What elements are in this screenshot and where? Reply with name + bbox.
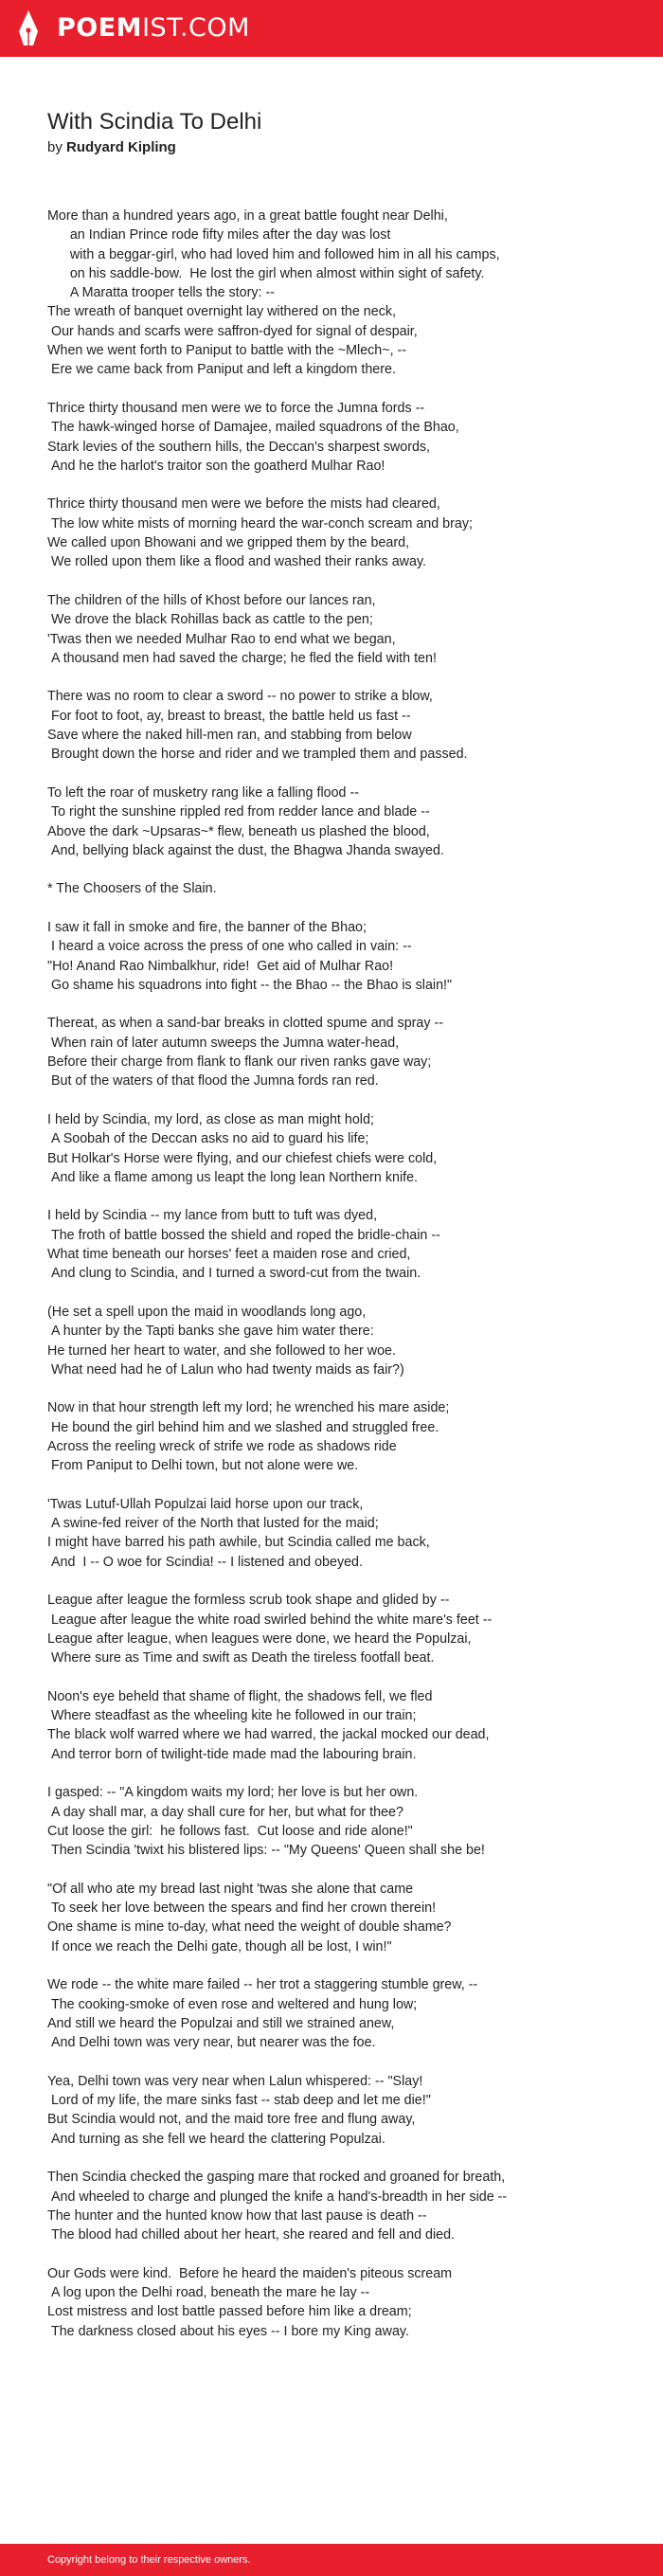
poem-line: 'Twas then we needed Mulhar Rao to end what we began,: [47, 631, 396, 647]
poem-line: And wheeled to charge and plunged the knife a hand's-breadth in her side --: [47, 2189, 508, 2205]
poem-line: And terror born of twilight-tide made mad the labouring brain.: [47, 1746, 417, 1762]
poem-line: But of the waters of that flood the Jumna fords ran red.: [47, 1073, 379, 1090]
poem-line: League after league the formless scrub took shape and glided by --: [47, 1593, 450, 1609]
poem-line: The froth of battle bossed the shield and roped the bridle-chain --: [47, 1227, 440, 1243]
poem-line: There was no room to clear a sword -- no power to strike a blow,: [47, 689, 433, 705]
poem-line: And I -- O woe for Scindia! -- I listened and obeyed.: [47, 1554, 363, 1570]
poem-line: an Indian Prince rode fifty miles after the day was lost: [47, 227, 391, 243]
poem-line: A hunter by the Tapti banks she gave him water there:: [47, 1324, 374, 1340]
poem-line: League after league, when leagues were done, we heard the Populzai,: [47, 1630, 472, 1647]
poem-line: I might have barred his path awhile, but Scindia called me back,: [47, 1535, 430, 1551]
poem-line: I held by Scindia -- my lance from butt to tuft was dyed,: [47, 1208, 378, 1224]
poem-line: A swine-fed reiver of the North that lusted for the maid;: [47, 1516, 379, 1532]
poem-line: The hunter and the hunted know how that last pause is death --: [47, 2207, 427, 2224]
stanza-break: [47, 1956, 635, 1975]
stanza-break: [47, 380, 635, 399]
poem-line: A thousand men had saved the charge; he fled the field with ten!: [47, 650, 437, 666]
poem-line: We rolled upon them like a flood and washed their ranks away.: [47, 554, 427, 570]
logo-bold-text: POEM: [57, 13, 143, 43]
poem-line: I held by Scindia, my lord, as close as man might hold;: [47, 1111, 374, 1127]
poem-line: To right the sunshine rippled red from redder lance and blade --: [47, 804, 430, 820]
poem-line: But Scindia would not, and the maid tore free and flung away,: [47, 2112, 416, 2128]
poem-line: And clung to Scindia, and I turned a sword-cut from the twain.: [47, 1266, 421, 1282]
stanza-break: [47, 476, 635, 495]
poem-line: I gasped: -- "A kingdom waits my lord; her love is but her own.: [47, 1785, 419, 1801]
poem-line: A log upon the Delhi road, beneath the mare he lay --: [47, 2285, 370, 2301]
poem-line: What time beneath our horses' feet a maiden rose and cried,: [47, 1247, 411, 1263]
poem-line: Before their charge from flank to flank our riven ranks gave way;: [47, 1054, 432, 1071]
poem-line: And still we heard the Populzai and still we strained anew,: [47, 2015, 395, 2031]
poem-line: (He set a spell upon the maid in woodlands long ago,: [47, 1304, 367, 1320]
poem-line: "Ho! Anand Rao Nimbalkhur, ride! Get aid of Mulhar Rao!: [47, 958, 394, 974]
poem-line: A Maratta trooper tells the story: --: [47, 285, 275, 301]
poem-line: Cut loose the girl: he follows fast. Cut loose and ride alone!": [47, 1823, 413, 1839]
poem-line: Then Scindia 'twixt his blistered lips: -- "My Queens' Queen shall she be!: [47, 1843, 485, 1859]
poem-line: But Holkar's Horse were flying, and our chiefest chiefs were cold,: [47, 1150, 438, 1166]
poem-line: Lost mistress and lost battle passed before him like a dream;: [47, 2304, 412, 2320]
poem-line: Lord of my life, the mare sinks fast -- stab deep and let me die!": [47, 2093, 431, 2109]
poem-line: To left the roar of musketry rang like a falling flood --: [47, 784, 359, 801]
poem-title: With Scindia To Delhi: [47, 109, 262, 135]
poem-line: A Soobah of the Deccan asks no aid to guard his life;: [47, 1131, 369, 1147]
poem-line: The blood had chilled about her heart, she reared and fell and died.: [47, 2227, 456, 2243]
poem-line: 'Twas Lutuf-Ullah Populzai laid horse upon our track,: [47, 1496, 364, 1512]
poem-line: I heard a voice across the press of one who called in vain: --: [47, 939, 412, 955]
poem-line: He bound the girl behind him and we slashed and struggled free.: [47, 1419, 439, 1435]
poem-line: League after league the white road swirled behind the white mare's feet --: [47, 1612, 493, 1628]
poem-line: And Delhi town was very near, but nearer was the foe.: [47, 2035, 376, 2051]
poem-line: The hawk-winged horse of Damajee, mailed squadrons of the Bhao,: [47, 420, 459, 436]
stanza-break: [47, 1379, 635, 1398]
poem-line: And, bellying black against the dust, the Bhagwa Jhanda swayed.: [47, 842, 444, 858]
site-footer: [0, 2544, 663, 2576]
poem-line: And like a flame among us leapt the long lean Northern knife.: [47, 1169, 419, 1185]
stanza-break: [47, 2053, 635, 2072]
poem-line: with a beggar-girl, who had loved him and followed him in all his camps,: [47, 246, 500, 262]
poem-line: Ere we came back from Paniput and left a kingdom there.: [47, 362, 396, 378]
poem-line: He turned her heart to water, and she followed to her woe.: [47, 1342, 396, 1359]
poem-line: We called upon Bhowani and we gripped them by the beard,: [47, 535, 410, 551]
poem-line: And turning as she fell we heard the clattering Populzai.: [47, 2131, 385, 2147]
stanza-break: [47, 1284, 635, 1303]
poem-line: Now in that hour strength left my lord; he wrenched his mare aside;: [47, 1400, 450, 1416]
stanza-break: [47, 668, 635, 687]
poem-line: We drove the black Rohillas back as cattle to the pen;: [47, 612, 373, 628]
stanza-break: [47, 1572, 635, 1591]
poem-line: I saw it fall in smoke and fire, the banner of the Bhao;: [47, 919, 367, 935]
poem-line: Thrice thirty thousand men were we before the mists had cleared,: [47, 496, 440, 513]
poem-line: To seek her love between the spears and find her crown therein!: [47, 1900, 437, 1917]
poem-line: Thereat, as when a sand-bar breaks in clotted spume and spray --: [47, 1016, 444, 1032]
poem-line: Stark levies of the southern hills, the Deccan's sharpest swords,: [47, 439, 431, 455]
by-label: by: [47, 139, 63, 155]
site-header: [0, 0, 663, 57]
poem-line: A day shall mar, a day shall cure for her, but what for thee?: [47, 1804, 403, 1820]
byline: [47, 138, 176, 157]
poem-line: Thrice thirty thousand men were we to force the Jumna fords --: [47, 400, 425, 416]
poem-line: The children of the hills of Khost before our lances ran,: [47, 592, 376, 608]
poem-line: One shame is mine to-day, what need the weight of double shame?: [47, 1919, 452, 1936]
poem-line: When rain of later autumn sweeps the Jumna water-head,: [47, 1035, 400, 1051]
fountain-pen-nib-icon[interactable]: [17, 9, 40, 47]
stanza-break: [47, 572, 635, 591]
poem-line: The low white mists of morning heard the war-conch scream and bray;: [47, 515, 473, 531]
poem-line: * The Choosers of the Slain.: [47, 881, 217, 897]
poem-line: Save where the naked hill-men ran, and stabbing from below: [47, 728, 412, 744]
poem-line: Our hands and scarfs were saffron-dyed for signal of despair,: [47, 323, 418, 339]
poem-line: The cooking-smoke of even rose and weltered and hung low;: [47, 1996, 418, 2012]
stanza-break: [47, 765, 635, 784]
poem-line: Where steadfast as the wheeling kite he followed in our train;: [47, 1708, 417, 1724]
stanza-break: [47, 995, 635, 1014]
poem-line: We rode -- the white mare failed -- her trot a staggering stumble grew, --: [47, 1977, 478, 1993]
poem-line: Across the reeling wreck of strife we rode as shadows ride: [47, 1439, 397, 1454]
site-logo[interactable]: [57, 13, 250, 44]
poem-line: Yea, Delhi town was very near when Lalun whispered: -- "Slay!: [47, 2073, 423, 2089]
poem-line: Brought down the horse and rider and we trampled them and passed.: [47, 747, 468, 763]
poem-line: The black wolf warred where we had warred, the jackal mocked our dead,: [47, 1727, 490, 1743]
stanza-break: [47, 1091, 635, 1110]
poem-line: For foot to foot, ay, breast to breast, the battle held us fast --: [47, 708, 411, 724]
stanza-break: [47, 2244, 635, 2263]
stanza-break: [47, 1668, 635, 1687]
logo-light-text: IST.COM: [142, 13, 250, 43]
stanza-break: [47, 899, 635, 918]
poem-line: If once we reach the Delhi gate, though all be lost, I win!": [47, 1938, 392, 1955]
stanza-break: [47, 1764, 635, 1783]
poem-line: What need had he of Lalun who had twenty maids as fair?): [47, 1361, 404, 1378]
copyright-text: Copyright belong to their respective owners.: [47, 2554, 251, 2566]
stanza-break: [47, 860, 635, 879]
poem-body: [47, 207, 635, 2341]
poem-line: When we went forth to Paniput to battle with the ~Mlech~, --: [47, 343, 407, 359]
author-name[interactable]: Rudyard Kipling: [66, 139, 176, 155]
stanza-break: [47, 2149, 635, 2168]
poem-line: "Of all who ate my bread last night 'twas she alone that came: [47, 1881, 414, 1897]
poem-line: Above the dark ~Upsaras~* flew, beneath us plashed the blood,: [47, 823, 430, 839]
poem-line: The wreath of banquet overnight lay withered on the neck,: [47, 304, 396, 320]
poem-line: The darkness closed about his eyes -- I bore my King away.: [47, 2323, 409, 2339]
poem-line: Go shame his squadrons into fight -- the Bhao -- the Bhao is slain!": [47, 977, 453, 993]
poem-line: Our Gods were kind. Before he heard the maiden's piteous scream: [47, 2265, 453, 2281]
stanza-break: [47, 1861, 635, 1880]
stanza-break: [47, 1476, 635, 1495]
poem-line: Then Scindia checked the gasping mare that rocked and groaned for breath,: [47, 2170, 506, 2186]
poem-line: More than a hundred years ago, in a great battle fought near Delhi,: [47, 208, 448, 224]
stanza-break: [47, 1187, 635, 1206]
poem-line: on his saddle-bow. He lost the girl when almost within sight of safety.: [47, 265, 485, 281]
poem-line: From Paniput to Delhi town, but not alone were we.: [47, 1458, 359, 1474]
poem-line: Noon's eye beheld that shame of flight, the shadows fell, we fled: [47, 1688, 433, 1704]
poem-line: And he the harlot's traitor son the goatherd Mulhar Rao!: [47, 458, 385, 474]
poem-line: Where sure as Time and swift as Death the tireless footfall beat.: [47, 1650, 435, 1666]
